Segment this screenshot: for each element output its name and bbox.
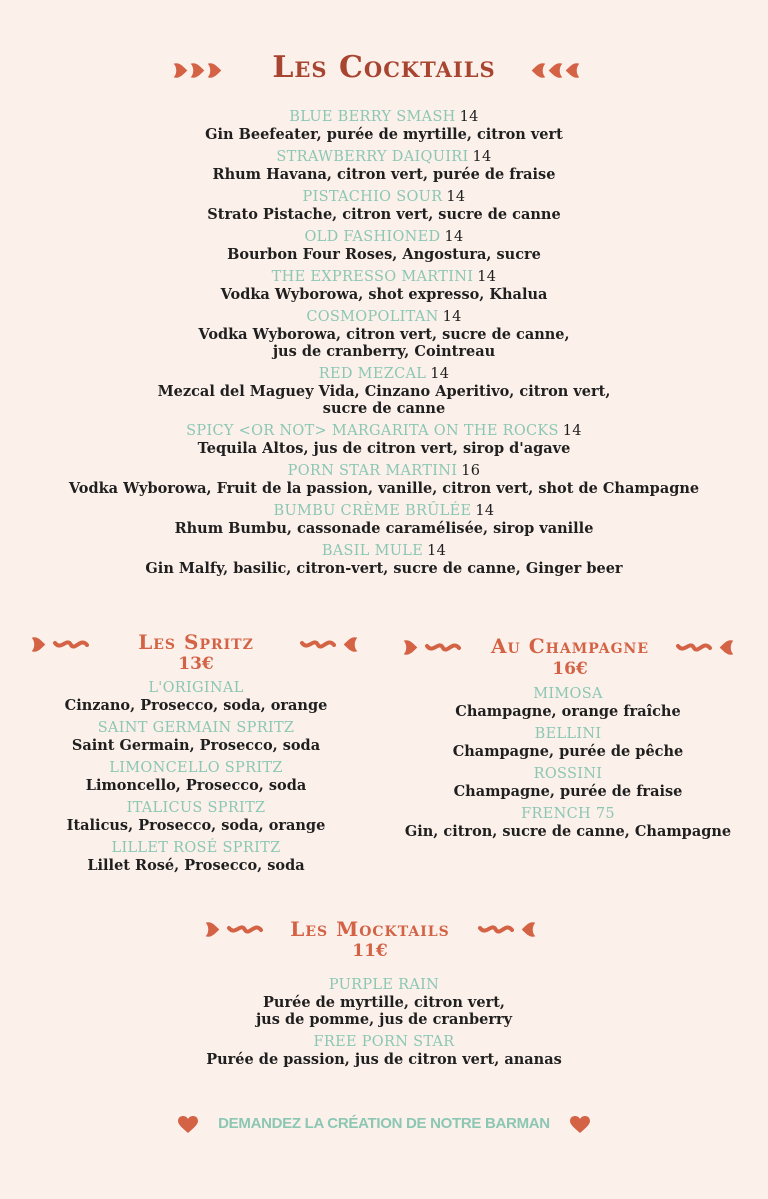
item-description: Mezcal del Maguey Vida, Cinzano Aperitivo, citron vert,	[157, 383, 611, 400]
item-description: Bourbon Four Roses, Angostura, sucre	[227, 246, 541, 263]
item-name	[40, 308, 728, 326]
item-description-line2: jus de pomme, jus de cranberry	[255, 1011, 513, 1028]
item-description: Cinzano, Prosecco, soda, orange	[64, 697, 328, 714]
list-item	[40, 148, 728, 183]
item-description: Italicus, Prosecco, soda, orange	[66, 817, 326, 834]
item-description-line2: jus de cranberry, Cointreau	[272, 343, 496, 360]
champagne-list	[400, 685, 736, 845]
cocktails-header-decoration-right	[530, 62, 581, 79]
heart-left-icon	[520, 921, 537, 938]
list-item	[40, 502, 728, 537]
item-name	[40, 268, 728, 286]
list-item	[40, 759, 352, 794]
heart-left-icon	[564, 62, 581, 79]
item-name-text: COSMOPOLITAN	[306, 309, 439, 325]
spritz-title: Les Spritz	[138, 630, 254, 654]
item-description: Rhum Bumbu, cassonade caramélisée, sirop vanille	[174, 520, 594, 537]
item-description: Gin Beefeater, purée de myrtille, citron vert	[205, 126, 563, 143]
list-item	[40, 422, 728, 457]
item-name-text: SPICY <OR NOT> MARGARITA ON THE ROCKS	[186, 423, 559, 439]
wave-icon	[478, 924, 514, 936]
item-name	[40, 462, 728, 480]
item-name: L'ORIGINAL	[148, 680, 244, 696]
spritz-decoration-right	[300, 636, 359, 653]
mocktails-decoration-left	[204, 921, 263, 938]
list-item	[400, 685, 736, 720]
item-name: FRENCH 75	[521, 806, 615, 822]
cocktails-title: Les Cocktails	[272, 50, 496, 85]
mocktails-title: Les Mocktails	[290, 917, 450, 941]
item-price: 14	[442, 309, 462, 325]
list-item	[40, 679, 352, 714]
item-name	[40, 365, 728, 383]
item-name	[40, 542, 728, 560]
item-description: Rhum Havana, citron vert, purée de fraise	[212, 166, 556, 183]
heart-left-icon	[718, 639, 735, 656]
item-name	[40, 228, 728, 246]
item-name-text: BUMBU CRÈME BRÛLÉE	[273, 503, 472, 519]
heart-icon	[570, 1116, 590, 1134]
wave-icon	[300, 639, 336, 651]
barman-creation-callout: DEMANDEZ LA CRÉATION DE NOTRE BARMAN	[218, 1115, 550, 1132]
list-item	[40, 462, 728, 497]
list-item	[150, 1033, 618, 1068]
item-name: FREE PORN STAR	[313, 1034, 455, 1050]
champagne-decoration-left	[402, 639, 461, 656]
list-item	[400, 725, 736, 760]
heart-right-icon	[402, 639, 419, 656]
item-name-text: PORN STAR MARTINI	[287, 463, 458, 479]
item-name	[40, 108, 728, 126]
item-name: PURPLE RAIN	[328, 977, 440, 993]
item-description: Champagne, orange fraîche	[455, 703, 681, 720]
item-price: 14	[427, 543, 447, 559]
item-name: MIMOSA	[533, 686, 603, 702]
spritz-price: 13€	[178, 654, 214, 674]
champagne-decoration-right	[676, 639, 735, 656]
list-item	[40, 188, 728, 223]
item-price: 14	[459, 109, 479, 125]
item-name-text: RED MEZCAL	[318, 366, 427, 382]
item-name-text: STRAWBERRY DAIQUIRI	[276, 149, 469, 165]
list-item	[400, 765, 736, 800]
list-item	[40, 719, 352, 754]
heart-left-icon	[530, 62, 547, 79]
list-item	[400, 805, 736, 840]
item-name	[40, 502, 728, 520]
list-item	[40, 799, 352, 834]
mocktails-decoration-right	[478, 921, 537, 938]
item-description-line2: sucre de canne	[322, 400, 446, 417]
wave-icon	[227, 924, 263, 936]
item-description: Vodka Wyborowa, citron vert, sucre de canne,	[198, 326, 570, 343]
item-name: SAINT GERMAIN SPRITZ	[97, 720, 295, 736]
item-description: Gin, citron, sucre de canne, Champagne	[404, 823, 732, 840]
list-item	[40, 228, 728, 263]
item-description: Purée de myrtille, citron vert,	[263, 994, 505, 1011]
item-price: 14	[562, 423, 582, 439]
item-name	[40, 148, 728, 166]
item-price: 14	[446, 189, 466, 205]
list-item	[150, 976, 618, 1028]
champagne-title: Au Champagne	[491, 634, 649, 658]
item-description: Purée de passion, jus de citron vert, ananas	[206, 1051, 562, 1068]
item-name-text: BLUE BERRY SMASH	[289, 109, 456, 125]
item-description: Vodka Wyborowa, shot expresso, Khalua	[220, 286, 548, 303]
item-description: Limoncello, Prosecco, soda	[85, 777, 307, 794]
list-item	[40, 268, 728, 303]
cocktails-list	[40, 108, 728, 582]
mocktails-list	[150, 976, 618, 1073]
item-name: LILLET ROSÉ SPRITZ	[111, 840, 281, 856]
wave-icon	[676, 642, 712, 654]
heart-left-icon	[547, 62, 564, 79]
item-name-text: OLD FASHIONED	[304, 229, 441, 245]
item-name	[40, 422, 728, 440]
item-description: Champagne, purée de fraise	[453, 783, 683, 800]
heart-left-icon	[342, 636, 359, 653]
item-description: Saint Germain, Prosecco, soda	[71, 737, 321, 754]
item-description: Vodka Wyborowa, Fruit de la passion, vanille, citron vert, shot de Champagne	[68, 480, 700, 497]
item-price: 14	[477, 269, 497, 285]
list-item	[40, 839, 352, 874]
list-item	[40, 308, 728, 360]
spritz-list	[40, 679, 352, 879]
item-name-text: THE EXPRESSO MARTINI	[271, 269, 474, 285]
list-item	[40, 365, 728, 417]
item-description: Gin Malfy, basilic, citron-vert, sucre de canne, Ginger beer	[145, 560, 623, 577]
item-name-text: BASIL MULE	[321, 543, 424, 559]
mocktails-price: 11€	[352, 941, 388, 961]
item-price: 16	[461, 463, 481, 479]
heart-right-icon	[204, 921, 221, 938]
champagne-price: 16€	[552, 659, 588, 679]
item-description: Tequila Altos, jus de citron vert, sirop d'agave	[197, 440, 571, 457]
item-name: LIMONCELLO SPRITZ	[109, 760, 283, 776]
item-price: 14	[430, 366, 450, 382]
list-item	[40, 108, 728, 143]
item-price: 14	[444, 229, 464, 245]
item-price: 14	[475, 503, 495, 519]
item-description: Lillet Rosé, Prosecco, soda	[87, 857, 305, 874]
item-description: Strato Pistache, citron vert, sucre de canne	[207, 206, 561, 223]
list-item	[40, 542, 728, 577]
wave-icon	[425, 642, 461, 654]
item-description: Champagne, purée de pêche	[452, 743, 684, 760]
item-name: ROSSINI	[533, 766, 603, 782]
item-name	[40, 188, 728, 206]
item-name: BELLINI	[534, 726, 602, 742]
item-name: ITALICUS SPRITZ	[126, 800, 266, 816]
item-name-text: PISTACHIO SOUR	[302, 189, 443, 205]
item-price: 14	[472, 149, 492, 165]
